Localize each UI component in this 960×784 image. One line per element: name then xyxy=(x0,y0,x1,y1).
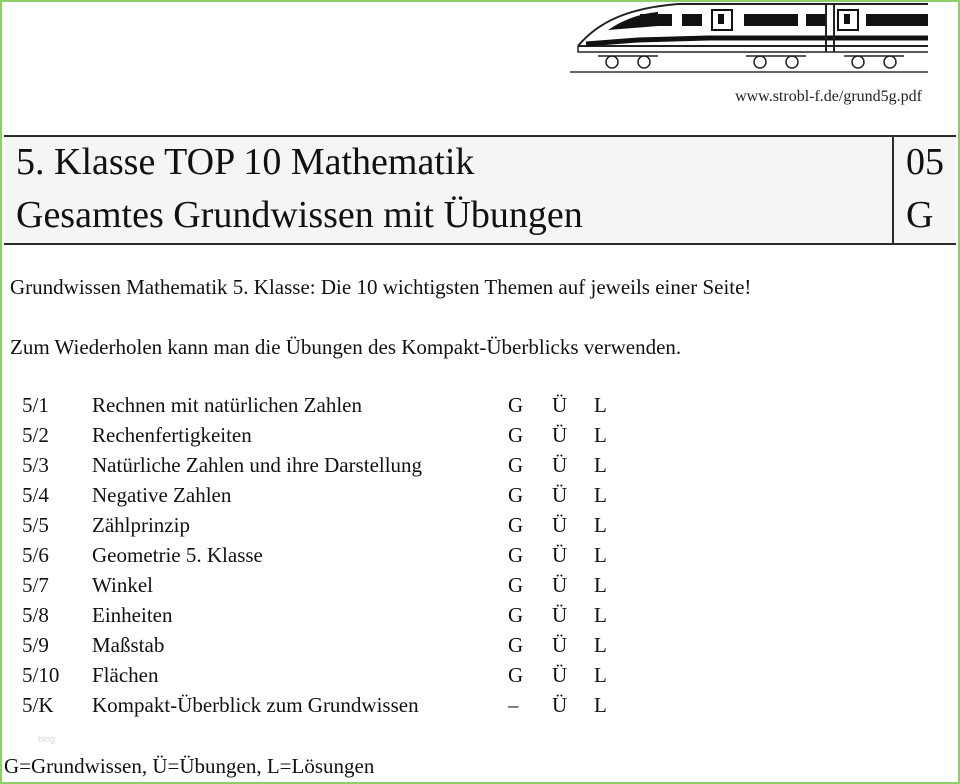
title-line-2: Gesamtes Grundwissen mit Übungen xyxy=(16,194,583,236)
topic-uebungen-mark: Ü xyxy=(552,633,568,657)
topic-uebungen-mark: Ü xyxy=(552,393,568,417)
title-line-1: 5. Klasse TOP 10 Mathematik xyxy=(16,141,475,183)
topic-code: 5/1 xyxy=(22,393,49,417)
topic-code: 5/2 xyxy=(22,423,49,447)
topic-uebungen-mark: Ü xyxy=(552,573,568,597)
topic-loesungen-mark: L xyxy=(594,453,607,477)
topic-code: 5/8 xyxy=(22,603,49,627)
topic-loesungen-mark: L xyxy=(594,633,607,657)
topic-uebungen-mark: Ü xyxy=(552,693,568,717)
topic-title: Maßstab xyxy=(92,633,165,657)
topic-title: Einheiten xyxy=(92,603,173,627)
topic-row xyxy=(22,392,662,422)
topic-title: Flächen xyxy=(92,663,159,687)
topic-title: Rechnen mit natürlichen Zahlen xyxy=(92,393,362,417)
topic-title: Rechenfertigkeiten xyxy=(92,423,252,447)
topic-title: Zählprinzip xyxy=(92,513,190,537)
document-url: www.strobl-f.de/grund5g.pdf xyxy=(735,88,922,105)
topic-row xyxy=(22,482,662,512)
topic-list xyxy=(22,392,662,722)
topic-title: Natürliche Zahlen und ihre Darstellung xyxy=(92,453,423,477)
topic-uebungen-mark: Ü xyxy=(552,423,568,447)
topic-grundwissen-mark: – xyxy=(508,693,519,717)
topic-row xyxy=(22,692,662,722)
topic-grundwissen-mark: G xyxy=(508,423,524,447)
title-code: G xyxy=(906,194,934,236)
topic-title: Kompakt-Überblick zum Grundwissen xyxy=(92,693,419,717)
topic-loesungen-mark: L xyxy=(594,603,607,627)
topic-code: 5/6 xyxy=(22,543,49,567)
topic-grundwissen-mark: G xyxy=(508,483,524,507)
topic-row xyxy=(22,572,662,602)
topic-code: 5/5 xyxy=(22,513,49,537)
topic-uebungen-mark: Ü xyxy=(552,453,568,477)
topic-loesungen-mark: L xyxy=(594,543,607,567)
title-number: 05 xyxy=(906,141,944,183)
topic-uebungen-mark: Ü xyxy=(552,513,568,537)
topic-code: 5/10 xyxy=(22,663,60,687)
topic-code: 5/3 xyxy=(22,453,49,477)
topic-title: Negative Zahlen xyxy=(92,483,232,507)
topic-row xyxy=(22,542,662,572)
topic-row xyxy=(22,632,662,662)
topic-grundwissen-mark: G xyxy=(508,633,524,657)
watermark: blog xyxy=(38,734,56,744)
topic-row xyxy=(22,422,662,452)
topic-grundwissen-mark: G xyxy=(508,393,524,417)
topic-loesungen-mark: L xyxy=(594,693,607,717)
topic-code: 5/4 xyxy=(22,483,49,507)
topic-title: Geometrie 5. Klasse xyxy=(92,543,263,567)
legend: G=Grundwissen, Ü=Übungen, L=Lösungen xyxy=(4,754,375,778)
topic-grundwissen-mark: G xyxy=(508,513,524,537)
topic-code: 5/7 xyxy=(22,573,49,597)
topic-loesungen-mark: L xyxy=(594,663,607,687)
topic-loesungen-mark: L xyxy=(594,573,607,597)
train-logo xyxy=(568,0,930,80)
topic-loesungen-mark: L xyxy=(594,423,607,447)
topic-uebungen-mark: Ü xyxy=(552,483,568,507)
topic-code: 5/9 xyxy=(22,633,49,657)
topic-row xyxy=(22,512,662,542)
topic-grundwissen-mark: G xyxy=(508,453,524,477)
topic-uebungen-mark: Ü xyxy=(552,543,568,567)
topic-grundwissen-mark: G xyxy=(508,543,524,567)
intro-paragraph-2: Zum Wiederholen kann man die Übungen des Kompakt-Überblicks verwenden. xyxy=(10,335,682,359)
topic-row xyxy=(22,452,662,482)
topic-row xyxy=(22,602,662,632)
topic-uebungen-mark: Ü xyxy=(552,603,568,627)
topic-row xyxy=(22,662,662,692)
topic-loesungen-mark: L xyxy=(594,513,607,537)
topic-grundwissen-mark: G xyxy=(508,603,524,627)
topic-title: Winkel xyxy=(92,573,153,597)
topic-code: 5/K xyxy=(22,693,54,717)
topic-uebungen-mark: Ü xyxy=(552,663,568,687)
intro-paragraph-1: Grundwissen Mathematik 5. Klasse: Die 10 wichtigsten Themen auf jeweils einer Seite! xyxy=(10,275,752,299)
topic-grundwissen-mark: G xyxy=(508,573,524,597)
title-divider xyxy=(892,137,894,243)
topic-loesungen-mark: L xyxy=(594,483,607,507)
title-box xyxy=(4,135,956,245)
topic-loesungen-mark: L xyxy=(594,393,607,417)
topic-grundwissen-mark: G xyxy=(508,663,524,687)
